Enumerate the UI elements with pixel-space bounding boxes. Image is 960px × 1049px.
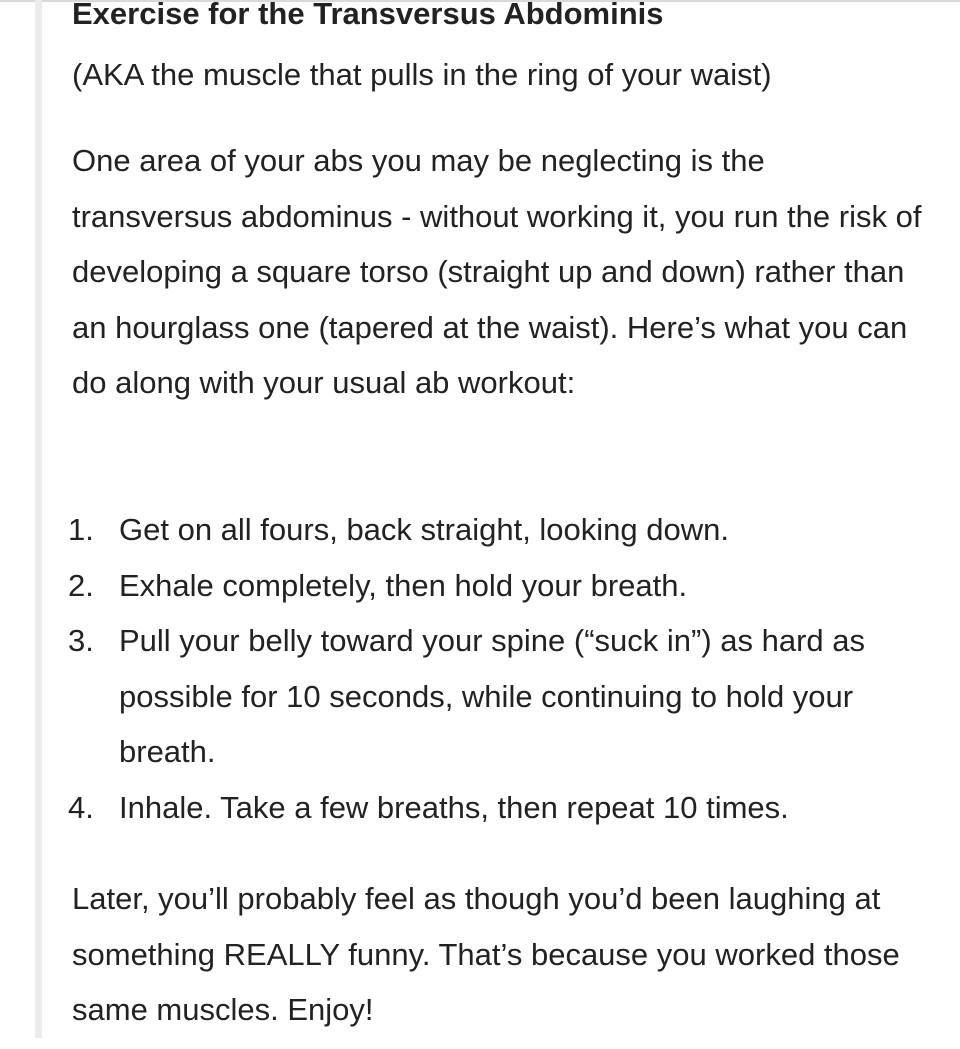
blockquote-bar — [35, 0, 42, 1038]
outro-paragraph: Later, you’ll probably feel as though you’d been laughing at something REALLY funny. That’s because you worked those same muscles. Enjoy! — [72, 881, 900, 1027]
step-number: 3. — [68, 623, 94, 658]
step-item — [68, 780, 938, 836]
step-text: Get on all fours, back straight, looking down. — [119, 512, 729, 547]
step-number: 2. — [68, 567, 94, 603]
step-text: Exhale completely, then hold your breath. — [119, 567, 688, 603]
step-number: 1. — [68, 512, 94, 547]
step-item — [68, 558, 938, 614]
step-text: Pull your belly toward your spine (“suck in”) as hard as possible for 10 seconds, while continuing to hold your breath. — [119, 623, 866, 769]
article-subtitle: (AKA the muscle that pulls in the ring of your waist) — [72, 57, 772, 92]
step-number: 4. — [68, 789, 94, 825]
step-item — [68, 502, 938, 558]
article-title: Exercise for the Transversus Abdominis — [72, 0, 664, 31]
step-text: Inhale. Take a few breaths, then repeat 10 times. — [119, 789, 789, 825]
step-item — [68, 613, 938, 780]
intro-paragraph: One area of your abs you may be neglecting is the transversus abdominus - without working it, you run the risk of developing a square torso (straight up and down) rather than an hourglass one (tapered at the waist). Here’s what you can do along with your usual ab workout: — [72, 143, 922, 400]
steps-list — [68, 502, 938, 835]
